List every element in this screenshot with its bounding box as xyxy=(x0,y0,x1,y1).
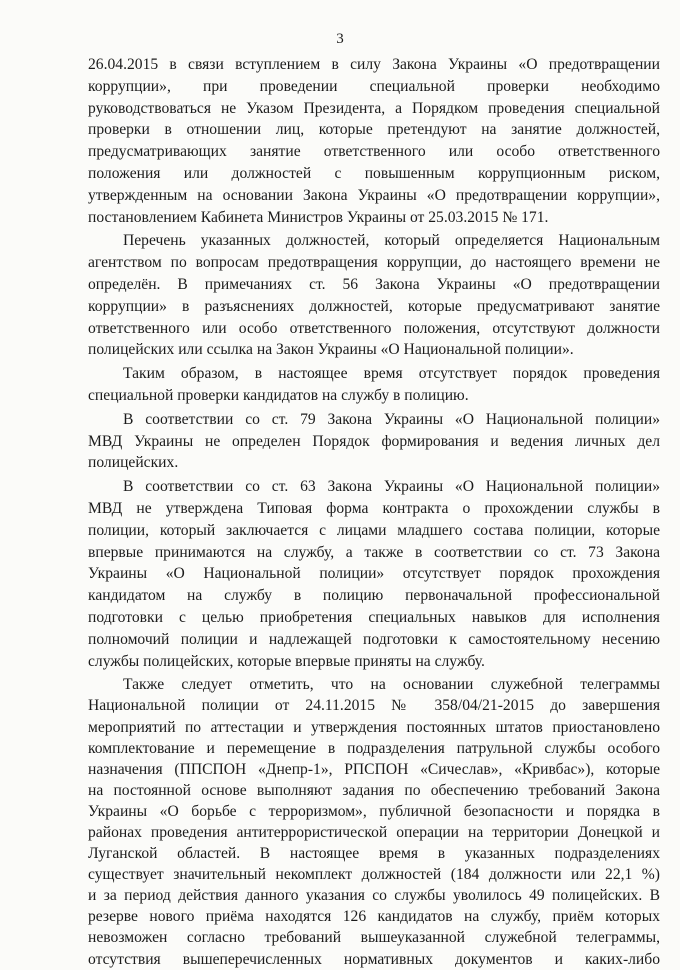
text-line: Украины «О борьбе с терроризмом», публичной безопасности и порядка в xyxy=(88,802,660,820)
text-line: Украины «О Национальной полиции» отсутствует порядок прохождения xyxy=(88,565,660,583)
text-line: 26.04.2015 в связи вступлением в силу Закона Украины «О предотвращении xyxy=(88,56,660,73)
text-line: Луганской областей. В настоящее время в указанных подразделениях xyxy=(88,845,660,863)
text-line: полицейских. xyxy=(88,454,179,472)
text-line: МВД не утверждена Типовая форма контракта о прохождении службы в xyxy=(88,499,660,517)
text-line: агентством по вопросам предотвращения коррупции, до настоящего времени не xyxy=(88,254,660,272)
text-line: постановлением Кабинета Министров Украины от 25.03.2015 № 171. xyxy=(88,208,549,226)
text-line: определён. В примечаниях ст. 56 Закона Украины «О предотвращении xyxy=(88,275,660,293)
text-line: руководствоваться не Указом Президента, а Порядком проведения специальной xyxy=(88,99,660,117)
text-line: существует значительный некомплект должностей (184 должности или 22,1 %) xyxy=(88,866,660,884)
text-line: на постоянной основе выполняют задания по обеспечению требований Закона xyxy=(88,781,660,799)
text-line: проверки в отношении лиц, которые претендуют на занятие должностей, xyxy=(88,121,660,139)
text-line: отсутствия вышеперечисленных нормативных документов и каких-либо xyxy=(88,950,660,968)
text-line: мероприятий по аттестации и утверждения постоянных штатов приостановлено xyxy=(88,718,660,736)
page-number: 3 xyxy=(336,31,344,47)
text-line: районах проведения антитеррористической операции на территории Донецкой и xyxy=(88,823,660,841)
text-line: подготовки с целью приобретения специальных навыков для исполнения xyxy=(88,608,660,626)
text-line: резерве нового приёма находятся 126 кандидатов на службу, приём которых xyxy=(88,908,660,926)
text-line: Таким образом, в настоящее время отсутствует порядок проведения xyxy=(123,365,660,383)
document-body xyxy=(88,54,660,970)
text-line: полномочий полиции и надлежащей подготовки к самостоятельному несению xyxy=(88,630,660,648)
text-line: коррупции» в разъяснениях должностей, которые предусматривают занятие xyxy=(88,297,660,315)
text-line: кандидатом на службу в полицию первоначальной профессиональной xyxy=(88,587,660,605)
text-line: В соответствии со ст. 63 Закона Украины «О Национальной полиции» xyxy=(123,478,660,496)
paragraph-5 xyxy=(88,476,660,672)
text-line: полицейских или ссылка на Закон Украины «О Национальной полиции». xyxy=(88,341,574,359)
text-line: службы полицейских, которые впервые приняты на службу. xyxy=(88,652,485,670)
paragraph-3 xyxy=(88,363,660,407)
text-line: Национальной полиции от 24.11.2015 № 358/04/21-2015 до завершения xyxy=(88,697,660,715)
paragraph-2 xyxy=(88,230,660,361)
text-line: МВД Украины не определен Порядок формирования и ведения личных дел xyxy=(88,432,660,450)
text-line: коррупции», при проведении специальной проверки необходимо xyxy=(88,77,660,95)
text-line: назначения (ППСПОН «Днепр-1», РПСПОН «Сичеслав», «Кривбас»), которые xyxy=(88,760,660,778)
text-line: В соответствии со ст. 79 Закона Украины «О Национальной полиции» xyxy=(123,410,660,428)
text-line: специальной проверки кандидатов на службу в полицию. xyxy=(88,386,469,404)
paragraph-6 xyxy=(88,674,660,969)
text-line: комплектование и перемещение в подразделения патрульной службы особого xyxy=(88,739,660,757)
text-line: Перечень указанных должностей, который определяется Национальным xyxy=(123,232,660,250)
text-line: предусматривающих занятие ответственного или особо ответственного xyxy=(88,143,660,161)
text-line: положения или должностей с повышенным коррупционным риском, xyxy=(88,164,660,182)
text-line: впервые принимаются на службу, а также в соответствии со ст. 73 Закона xyxy=(88,543,660,561)
paragraph-4 xyxy=(88,409,660,474)
text-line: и за период действия данного указания со службы уволилось 49 полицейских. В xyxy=(88,887,660,905)
text-line: утвержденным на основании Закона Украины «О предотвращении коррупции», xyxy=(88,186,660,204)
text-line: Также следует отметить, что на основании служебной телеграммы xyxy=(123,676,660,694)
text-line: ответственного или особо ответственного положения, отсутствуют должности xyxy=(88,319,660,337)
paragraph-1 xyxy=(88,54,660,228)
text-line: полиции, который заключается с лицами младшего состава полиции, которые xyxy=(88,521,660,539)
text-line: невозможен согласно требований вышеуказанной служебной телеграммы, xyxy=(88,929,660,947)
